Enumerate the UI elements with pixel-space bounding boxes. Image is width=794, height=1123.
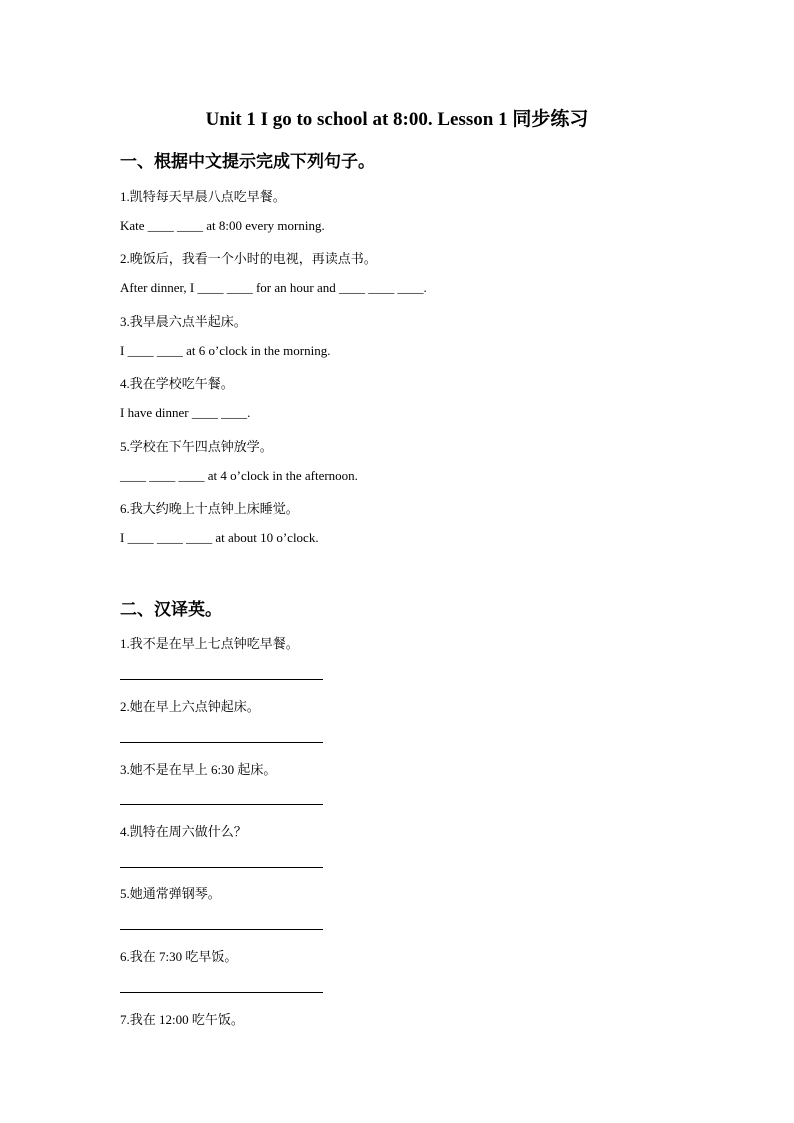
section1-sentence-4: I have dinner ____ ____.	[120, 405, 251, 420]
section2-prompt-1: 1.我不是在早上七点钟吃早餐。	[120, 636, 299, 651]
answer-line-4[interactable]	[120, 867, 323, 868]
section2-prompt-5: 5.她通常弹钢琴。	[120, 886, 221, 901]
section1-sentence-2: After dinner, I ____ ____ for an hour and ____ ____ ____.	[120, 280, 427, 295]
section2-heading: 二、汉译英。	[120, 600, 222, 619]
answer-line-1[interactable]	[120, 679, 323, 680]
answer-line-2[interactable]	[120, 742, 323, 743]
section1-prompt-2: 2.晚饭后，我看一个小时的电视，再读点书。	[120, 251, 377, 266]
section2-prompt-3: 3.她不是在早上 6:30 起床。	[120, 762, 277, 777]
section2-prompt-4: 4.凯特在周六做什么？	[120, 824, 247, 839]
section1-sentence-3: I ____ ____ at 6 o’clock in the morning.	[120, 343, 331, 358]
section1-prompt-5: 5.学校在下午四点钟放学。	[120, 439, 273, 454]
answer-line-5[interactable]	[120, 929, 323, 930]
section1-prompt-1: 1.凯特每天早晨八点吃早餐。	[120, 189, 286, 204]
section2-prompt-6: 6.我在 7:30 吃早饭。	[120, 949, 238, 964]
section1-sentence-6: I ____ ____ ____ at about 10 o’clock.	[120, 530, 319, 545]
section1-heading: 一、根据中文提示完成下列句子。	[120, 152, 375, 171]
section2-prompt-7: 7.我在 12:00 吃午饭。	[120, 1012, 244, 1027]
section1-prompt-4: 4.我在学校吃午餐。	[120, 376, 234, 391]
section2-prompt-2: 2.她在早上六点钟起床。	[120, 699, 260, 714]
section1-prompt-6: 6.我大约晚上十点钟上床睡觉。	[120, 501, 299, 516]
answer-line-6[interactable]	[120, 992, 323, 993]
answer-line-3[interactable]	[120, 804, 323, 805]
section1-prompt-3: 3.我早晨六点半起床。	[120, 314, 247, 329]
section1-sentence-1: Kate ____ ____ at 8:00 every morning.	[120, 218, 325, 233]
page-title: Unit 1 I go to school at 8:00. Lesson 1 同步练习	[205, 109, 589, 130]
section1-sentence-5: ____ ____ ____ at 4 o’clock in the afternoon.	[120, 468, 358, 483]
